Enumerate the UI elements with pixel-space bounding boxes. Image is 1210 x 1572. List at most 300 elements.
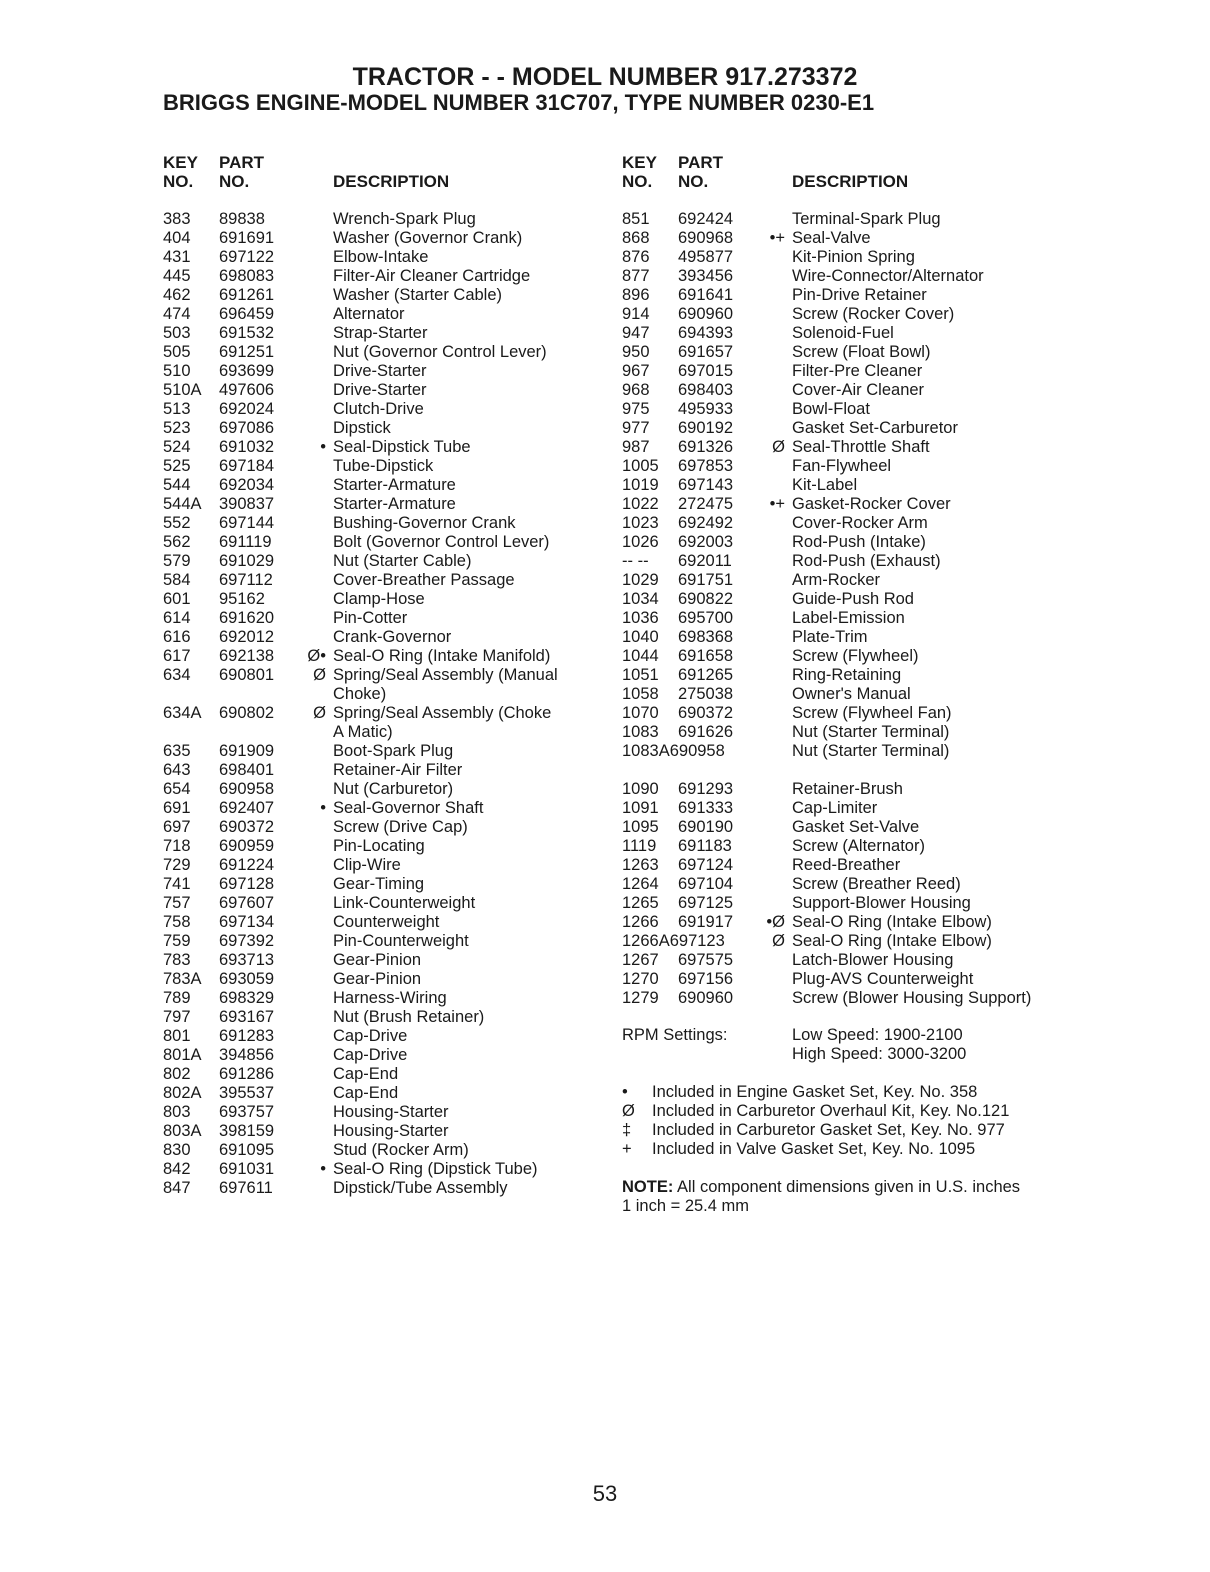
parts-row <box>622 932 1062 951</box>
parts-row <box>163 1084 603 1103</box>
parts-row <box>163 1141 603 1160</box>
key-number: 584 <box>163 571 191 589</box>
key-number: 1022 <box>622 495 659 513</box>
part-description: Nut (Carburetor) <box>333 780 454 798</box>
parts-row <box>622 495 1062 514</box>
parts-row <box>622 970 1062 989</box>
parts-row <box>163 362 603 381</box>
part-number: 393456 <box>678 267 734 285</box>
parts-row <box>163 457 603 476</box>
part-number: 95162 <box>219 590 265 608</box>
key-header-line2: NO. <box>163 172 194 191</box>
parts-row <box>163 514 603 533</box>
part-description: Kit-Pinion Spring <box>792 248 915 266</box>
part-description: Wire-Connector/Alternator <box>792 267 984 285</box>
description-header: DESCRIPTION <box>792 172 909 191</box>
key-number: 617 <box>163 647 191 665</box>
part-description: Gasket-Rocker Cover <box>792 495 951 513</box>
part-description: Filter-Air Cleaner Cartridge <box>333 267 531 285</box>
note <box>622 1178 1020 1197</box>
parts-row <box>622 742 1062 761</box>
parts-row <box>163 856 603 875</box>
key-number: 950 <box>622 343 650 361</box>
key-number: 544A <box>163 495 202 513</box>
part-number: 697128 <box>219 875 275 893</box>
part-description: Nut (Starter Terminal) <box>792 742 950 760</box>
part-description: Screw (Breather Reed) <box>792 875 961 893</box>
parts-row <box>622 210 1062 229</box>
part-description: Crank-Governor <box>333 628 452 646</box>
legend-symbol: • <box>622 1083 628 1101</box>
part-number: 691657 <box>678 343 734 361</box>
parts-row <box>622 419 1062 438</box>
key-number: 1119 <box>622 837 657 855</box>
part-number: 693059 <box>219 970 275 988</box>
key-number: 562 <box>163 533 191 551</box>
parts-row <box>163 609 603 628</box>
key-number: 801A <box>163 1046 202 1064</box>
part-description: Choke) <box>333 685 387 703</box>
part-description: Clip-Wire <box>333 856 401 874</box>
key-number: 1034 <box>622 590 659 608</box>
parts-row <box>622 704 1062 723</box>
part-description: Nut (Starter Cable) <box>333 552 472 570</box>
key-number: 757 <box>163 894 191 912</box>
key-number: 1040 <box>622 628 659 646</box>
part-number: 693713 <box>219 951 275 969</box>
part-number: 395537 <box>219 1084 275 1102</box>
part-number: 690960 <box>678 989 734 1007</box>
part-description: Retainer-Brush <box>792 780 903 798</box>
kit-marker: Ø <box>313 704 326 722</box>
parts-row <box>622 571 1062 590</box>
part-number: 698329 <box>219 989 275 1007</box>
part-number: 691029 <box>219 552 275 570</box>
part-number: 692424 <box>678 210 734 228</box>
part-description: Nut (Starter Terminal) <box>792 723 950 741</box>
parts-row <box>622 343 1062 362</box>
part-number: 697392 <box>219 932 275 950</box>
key-number: 503 <box>163 324 191 342</box>
parts-row <box>163 571 603 590</box>
parts-row <box>163 780 603 799</box>
part-description: Seal-Throttle Shaft <box>792 438 930 456</box>
part-number: 692003 <box>678 533 734 551</box>
part-description: Screw (Blower Housing Support) <box>792 989 1032 1007</box>
part-description: Dipstick/Tube Assembly <box>333 1179 508 1197</box>
part-description: Starter-Armature <box>333 495 456 513</box>
parts-row <box>163 305 603 324</box>
parts-row <box>622 856 1062 875</box>
key-number: 718 <box>163 837 191 855</box>
part-number: 691626 <box>678 723 734 741</box>
part-number: 691691 <box>219 229 275 247</box>
key-number: 1267 <box>622 951 659 969</box>
parts-row <box>622 305 1062 324</box>
key-number: 510A <box>163 381 202 399</box>
parts-row <box>622 267 1062 286</box>
parts-row <box>163 438 603 457</box>
key-number: 513 <box>163 400 191 418</box>
parts-row <box>622 457 1062 476</box>
part-description: Washer (Starter Cable) <box>333 286 503 304</box>
kit-marker: Ø• <box>307 647 326 665</box>
parts-row <box>163 324 603 343</box>
part-number: 272475 <box>678 495 734 513</box>
key-number: 803 <box>163 1103 191 1121</box>
note-text: All component dimensions given in U.S. inches <box>677 1178 1021 1196</box>
part-number: 691261 <box>219 286 275 304</box>
legend-text: Included in Carburetor Gasket Set, Key. No. 977 <box>652 1121 1005 1139</box>
part-description: Retainer-Air Filter <box>333 761 463 779</box>
part-number: 275038 <box>678 685 734 703</box>
part-description: Wrench-Spark Plug <box>333 210 476 228</box>
part-description: Nut (Governor Control Lever) <box>333 343 547 361</box>
part-description: Solenoid-Fuel <box>792 324 894 342</box>
parts-row <box>163 628 603 647</box>
part-description: Fan-Flywheel <box>792 457 892 475</box>
part-number: 697112 <box>219 571 273 589</box>
key-number: 634A <box>163 704 202 722</box>
key-number: 1023 <box>622 514 659 532</box>
parts-row <box>163 799 603 818</box>
key-number: 462 <box>163 286 191 304</box>
part-description: Plug-AVS Counterweight <box>792 970 974 988</box>
part-number: 697611 <box>219 1179 273 1197</box>
part-description: Alternator <box>333 305 405 323</box>
key-number: 975 <box>622 400 650 418</box>
part-number: 697015 <box>678 362 734 380</box>
part-number: 698368 <box>678 628 734 646</box>
part-description: Dipstick <box>333 419 391 437</box>
part-number: 691183 <box>678 837 732 855</box>
parts-row <box>622 875 1062 894</box>
part-description: Tube-Dipstick <box>333 457 434 475</box>
parts-row <box>622 609 1062 628</box>
key-number: 876 <box>622 248 650 266</box>
page-subtitle: BRIGGS ENGINE-MODEL NUMBER 31C707, TYPE NUMBER 0230-E1 <box>163 90 875 115</box>
part-description: Spring/Seal Assembly (Manual <box>333 666 558 684</box>
part-description: Starter-Armature <box>333 476 456 494</box>
part-header-line1: PART <box>219 153 265 172</box>
key-number: 1265 <box>622 894 659 912</box>
part-description: Cover-Breather Passage <box>333 571 515 589</box>
part-description: Kit-Label <box>792 476 858 494</box>
key-number: 552 <box>163 514 191 532</box>
parts-row <box>622 685 1062 704</box>
parts-row <box>163 894 603 913</box>
part-description: Cap-Limiter <box>792 799 878 817</box>
key-number: 1070 <box>622 704 659 722</box>
key-number: 1083 <box>622 723 659 741</box>
parts-row <box>163 818 603 837</box>
key-number: 1270 <box>622 970 659 988</box>
part-number: 495933 <box>678 400 734 418</box>
parts-row <box>163 1179 603 1198</box>
part-description: Seal-O Ring (Intake Manifold) <box>333 647 551 665</box>
part-description: Spring/Seal Assembly (Choke <box>333 704 552 722</box>
key-number: 914 <box>622 305 650 323</box>
parts-row <box>622 894 1062 913</box>
description-header: DESCRIPTION <box>333 172 450 191</box>
part-number: 692012 <box>219 628 275 646</box>
part-description: Housing-Starter <box>333 1103 449 1121</box>
part-number: 697184 <box>219 457 275 475</box>
key-number: 474 <box>163 305 191 323</box>
parts-row <box>163 1160 603 1179</box>
part-description: Seal-O Ring (Intake Elbow) <box>792 913 992 931</box>
parts-row <box>163 229 603 248</box>
parts-row <box>163 495 603 514</box>
part-description: Nut (Brush Retainer) <box>333 1008 485 1026</box>
rpm-low-speed: Low Speed: 1900-2100 <box>792 1026 963 1044</box>
legend-text: Included in Valve Gasket Set, Key. No. 1095 <box>652 1140 976 1158</box>
part-description: Gear-Pinion <box>333 951 422 969</box>
part-number: 690190 <box>678 818 734 836</box>
kit-marker: • <box>320 438 326 456</box>
part-number: 690959 <box>219 837 275 855</box>
parts-row <box>163 647 603 666</box>
part-description: Harness-Wiring <box>333 989 447 1007</box>
parts-row <box>622 362 1062 381</box>
key-number: 967 <box>622 362 650 380</box>
parts-row <box>163 913 603 932</box>
key-number: 1029 <box>622 571 659 589</box>
key-number: 1266 <box>622 913 659 931</box>
parts-row <box>163 932 603 951</box>
parts-row <box>622 248 1062 267</box>
part-description: Clamp-Hose <box>333 590 425 608</box>
parts-row <box>622 951 1062 970</box>
part-number: 691224 <box>219 856 275 874</box>
parts-row <box>163 1065 603 1084</box>
part-description: Screw (Flywheel Fan) <box>792 704 952 722</box>
part-description: Seal-O Ring (Intake Elbow) <box>792 932 992 950</box>
part-number: 495877 <box>678 248 734 266</box>
part-number: 691326 <box>678 438 734 456</box>
key-number: 987 <box>622 438 650 456</box>
part-number: 398159 <box>219 1122 275 1140</box>
key-number: 803A <box>163 1122 202 1140</box>
parts-row <box>163 761 603 780</box>
part-description: Gasket Set-Carburetor <box>792 419 958 437</box>
key-number: 643 <box>163 761 191 779</box>
key-number: 1266A697123 <box>622 932 725 950</box>
parts-row <box>163 989 603 1008</box>
part-number: 690192 <box>678 419 734 437</box>
key-number: 759 <box>163 932 191 950</box>
key-number: 1058 <box>622 685 659 703</box>
part-description: Seal-Dipstick Tube <box>333 438 471 456</box>
part-number: 692138 <box>219 647 275 665</box>
parts-row <box>163 210 603 229</box>
part-number: 691283 <box>219 1027 275 1045</box>
key-number: 1264 <box>622 875 659 893</box>
part-number: 693699 <box>219 362 275 380</box>
parts-row <box>622 590 1062 609</box>
part-number: 690372 <box>678 704 734 722</box>
part-number: 692407 <box>219 799 275 817</box>
kit-marker: • <box>320 799 326 817</box>
part-description: Gasket Set-Valve <box>792 818 920 836</box>
page-number: 53 <box>592 1481 618 1506</box>
parts-row <box>163 1027 603 1046</box>
part-description: Pin-Drive Retainer <box>792 286 927 304</box>
part-number: 697853 <box>678 457 734 475</box>
key-number: 968 <box>622 381 650 399</box>
parts-row <box>622 647 1062 666</box>
part-description: Reed-Breather <box>792 856 901 874</box>
parts-row <box>622 533 1062 552</box>
part-description: Terminal-Spark Plug <box>792 210 941 228</box>
part-description: Pin-Counterweight <box>333 932 469 950</box>
parts-row <box>163 1122 603 1141</box>
part-number: 697086 <box>219 419 275 437</box>
key-number: 977 <box>622 419 650 437</box>
key-number: 1095 <box>622 818 659 836</box>
parts-row <box>163 381 603 400</box>
part-description: Screw (Alternator) <box>792 837 925 855</box>
part-number: 694393 <box>678 324 734 342</box>
part-number: 698401 <box>219 761 275 779</box>
legend-text: Included in Carburetor Overhaul Kit, Key. No.121 <box>652 1102 1010 1120</box>
parts-row <box>163 723 603 742</box>
key-number: 445 <box>163 267 191 285</box>
key-number: 868 <box>622 229 650 247</box>
part-number: 697143 <box>678 476 734 494</box>
part-header-line1: PART <box>678 153 724 172</box>
part-number: 690960 <box>678 305 734 323</box>
parts-row <box>622 799 1062 818</box>
key-number: 896 <box>622 286 650 304</box>
part-description: Gear-Pinion <box>333 970 422 988</box>
parts-row <box>163 286 603 305</box>
kit-marker: Ø <box>313 666 326 684</box>
note-label: NOTE: <box>622 1178 674 1196</box>
part-description: Cover-Air Cleaner <box>792 381 925 399</box>
key-number: 1005 <box>622 457 659 475</box>
part-number: 692011 <box>678 552 732 570</box>
parts-row <box>163 837 603 856</box>
key-header-line1: KEY <box>163 153 198 172</box>
key-number: 847 <box>163 1179 191 1197</box>
key-number: 1036 <box>622 609 659 627</box>
part-description: Pin-Cotter <box>333 609 408 627</box>
parts-row <box>622 381 1062 400</box>
part-number: 697124 <box>678 856 734 874</box>
key-number: 1051 <box>622 666 659 684</box>
part-number: 690372 <box>219 818 275 836</box>
part-number: 691658 <box>678 647 734 665</box>
part-number: 697607 <box>219 894 275 912</box>
part-description: Housing-Starter <box>333 1122 449 1140</box>
part-number: 691333 <box>678 799 734 817</box>
part-description: Screw (Float Bowl) <box>792 343 931 361</box>
part-description: Screw (Flywheel) <box>792 647 919 665</box>
key-number: 691 <box>163 799 191 817</box>
part-number: 692492 <box>678 514 734 532</box>
parts-row <box>622 552 1062 571</box>
key-number: 525 <box>163 457 191 475</box>
part-number: 691293 <box>678 780 734 798</box>
part-description: Cap-End <box>333 1084 399 1102</box>
part-number: 697104 <box>678 875 734 893</box>
legend-symbol: ‡ <box>622 1121 632 1139</box>
parts-row <box>622 514 1062 533</box>
part-number: 697125 <box>678 894 734 912</box>
key-number: 741 <box>163 875 191 893</box>
part-number: 390837 <box>219 495 275 513</box>
part-number: 695700 <box>678 609 734 627</box>
key-number: 1019 <box>622 476 659 494</box>
part-number: 394856 <box>219 1046 275 1064</box>
parts-row <box>622 666 1062 685</box>
parts-row <box>622 400 1062 419</box>
part-number: 690968 <box>678 229 734 247</box>
parts-row <box>163 1046 603 1065</box>
part-number: 691031 <box>219 1160 275 1178</box>
key-number: 947 <box>622 324 650 342</box>
parts-row <box>163 742 603 761</box>
part-description: Owner's Manual <box>792 685 911 703</box>
kit-marker: Ø <box>772 932 785 950</box>
part-description: Arm-Rocker <box>792 571 881 589</box>
part-number: 691095 <box>219 1141 275 1159</box>
key-number: 431 <box>163 248 191 266</box>
part-description: Seal-O Ring (Dipstick Tube) <box>333 1160 538 1178</box>
key-number: 404 <box>163 229 191 247</box>
key-number: 654 <box>163 780 191 798</box>
key-number: 635 <box>163 742 191 760</box>
key-number: 510 <box>163 362 191 380</box>
part-number: 698403 <box>678 381 734 399</box>
part-number: 691909 <box>219 742 275 760</box>
parts-row <box>163 666 603 685</box>
key-number: 802A <box>163 1084 202 1102</box>
part-number: 691620 <box>219 609 275 627</box>
parts-row <box>163 1008 603 1027</box>
part-description: Screw (Drive Cap) <box>333 818 468 836</box>
parts-row <box>622 324 1062 343</box>
key-number: 801 <box>163 1027 191 1045</box>
key-number: 616 <box>163 628 191 646</box>
key-number: 758 <box>163 913 191 931</box>
key-number: 1279 <box>622 989 659 1007</box>
key-number: 729 <box>163 856 191 874</box>
rpm-label: RPM Settings: <box>622 1026 728 1044</box>
parts-row <box>163 704 603 723</box>
kit-marker: •Ø <box>766 913 785 931</box>
part-description: Rod-Push (Exhaust) <box>792 552 941 570</box>
part-number: 697144 <box>219 514 275 532</box>
key-number: 802 <box>163 1065 191 1083</box>
key-header-line2: NO. <box>622 172 653 191</box>
part-description: Clutch-Drive <box>333 400 424 418</box>
parts-row <box>622 438 1062 457</box>
key-number: 830 <box>163 1141 191 1159</box>
parts-row <box>622 913 1062 932</box>
part-description: Stud (Rocker Arm) <box>333 1141 469 1159</box>
parts-row <box>163 248 603 267</box>
part-header-line2: NO. <box>219 172 250 191</box>
key-number: 783 <box>163 951 191 969</box>
key-number: 797 <box>163 1008 191 1026</box>
part-description: Strap-Starter <box>333 324 428 342</box>
part-description: Cap-End <box>333 1065 399 1083</box>
part-description: Cover-Rocker Arm <box>792 514 928 532</box>
parts-row <box>163 419 603 438</box>
part-description: Gear-Timing <box>333 875 425 893</box>
